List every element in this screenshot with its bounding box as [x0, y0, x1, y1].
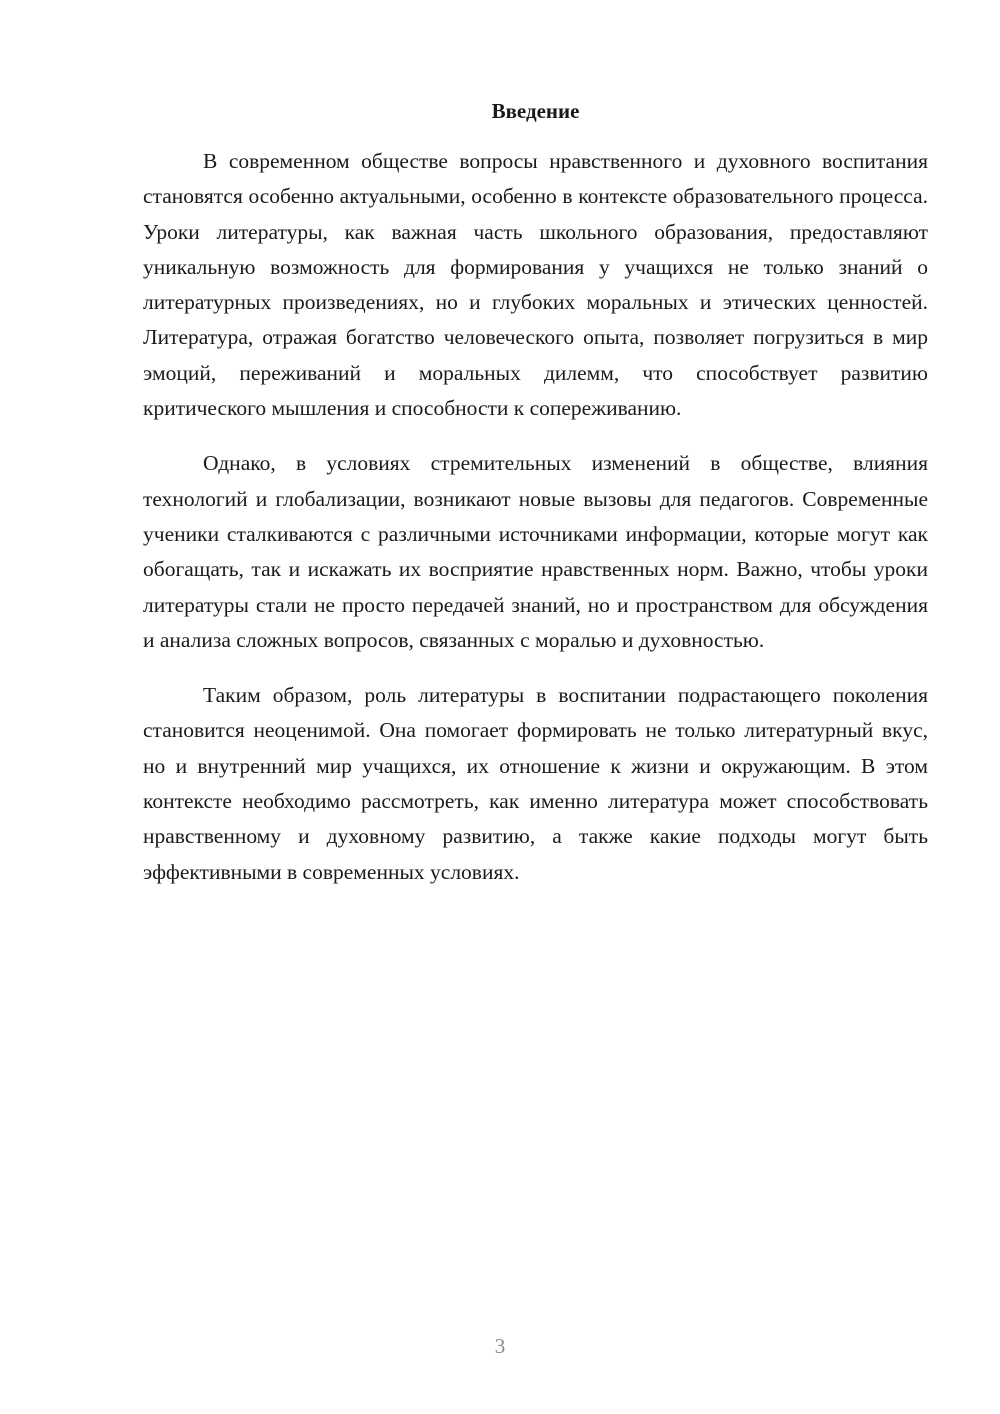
- page-content: [143, 96, 928, 910]
- document-title: Введение: [491, 99, 580, 123]
- paragraph-3: Таким образом, роль литературы в воспитании подрастающего поколения становится неоценимой. Она помогает формировать не только литературный вкус, но и внутренний мир учащихся, их отношение к жизни и окружающим. В этом контексте необходимо рассмотреть, как именно литература может способствовать нравственному и духовному развитию, а также какие подходы могут быть эффективными в современных условиях.: [143, 683, 928, 884]
- page-number: 3: [494, 1334, 506, 1358]
- paragraph-2: Однако, в условиях стремительных изменений в обществе, влияния технологий и глобализации, возникают новые вызовы для педагогов. Современные ученики сталкиваются с различными источниками информации, которые могут как обогащать, так и искажать их восприятие нравственных норм. Важно, чтобы уроки литературы стали не просто передачей знаний, но и пространством для обсуждения и анализа сложных вопросов, связанных с моралью и духовностью.: [143, 451, 928, 652]
- paragraph-1: В современном обществе вопросы нравственного и духовного воспитания становятся особенно актуальными, особенно в контексте образовательного процесса. Уроки литературы, как важная часть школьного образования, предоставляют уникальную возможность для формирования у учащихся не только знаний о литературных произведениях, но и глубоких моральных и этических ценностей. Литература, отражая богатство человеческого опыта, позволяет погрузиться в мир эмоций, переживаний и моральных дилемм, что способствует развитию критического мышления и способности к сопереживанию.: [143, 149, 928, 421]
